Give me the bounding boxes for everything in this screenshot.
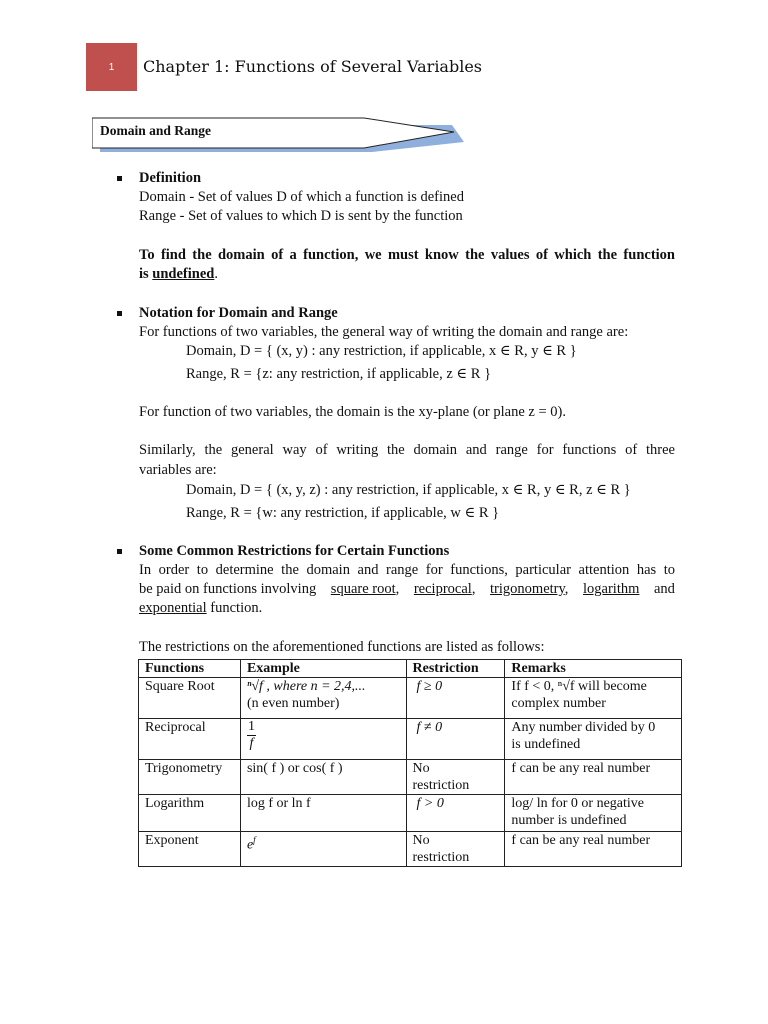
notation-heading: Notation for Domain and Range (139, 305, 338, 321)
range-2var: Range, R = {z: any restriction, if applicable, z ∈ R } (186, 366, 492, 382)
cell-function: Exponent (139, 832, 241, 867)
cell-restriction: f ≥ 0 (406, 678, 505, 719)
cell-remarks: Any number divided by 0 is undefined (505, 719, 682, 760)
header-functions: Functions (139, 660, 241, 678)
restrictions-heading: Some Common Restrictions for Certain Functions (139, 543, 450, 559)
table-row (139, 760, 682, 795)
cell-restriction: No restriction (406, 832, 505, 867)
definition-range: Range - Set of values to which D is sent by the function (139, 208, 463, 224)
domain-3var: Domain, D = { (x, y, z) : any restriction, if applicable, x ∈ R, y ∈ R, z ∈ R } (186, 482, 631, 498)
chapter-title: Chapter 1: Functions of Several Variables (143, 57, 483, 76)
header-example: Example (240, 660, 406, 678)
domain-note-line1: To find the domain of a function, we must know the values of which the function (139, 247, 675, 263)
cell-function: Reciprocal (139, 719, 241, 760)
bullet-icon (117, 549, 122, 554)
three-var-intro-line1: Similarly, the general way of writing the domain and range for functions of three (139, 442, 675, 458)
cell-remarks: f can be any real number (505, 832, 682, 867)
range-3var: Range, R = {w: any restriction, if applicable, w ∈ R } (186, 505, 500, 521)
table-header-row (139, 660, 682, 678)
restrictions-para-line1: In order to determine the domain and range for functions, particular attention has to (139, 562, 675, 578)
cell-function: Trigonometry (139, 760, 241, 795)
cell-function: Square Root (139, 678, 241, 719)
plane-note: For function of two variables, the domain is the xy-plane (or plane z = 0). (139, 404, 566, 420)
cell-example: sin( f ) or cos( f ) (240, 760, 406, 795)
notation-intro: For functions of two variables, the general way of writing the domain and range are: (139, 324, 629, 340)
cell-remarks: If f < 0, ⁿ√f will become complex number (505, 678, 682, 719)
restrictions-table (138, 659, 682, 867)
fraction: $\frac{1}{f}$ (247, 719, 255, 751)
cell-restriction: f > 0 (406, 795, 505, 832)
table-row (139, 719, 682, 760)
cell-restriction: f ≠ 0 (406, 719, 505, 760)
restrictions-para-line3: exponential function. (139, 600, 263, 616)
link-logarithm: logarithm (583, 581, 640, 597)
link-trigonometry: trigonometry (490, 581, 565, 597)
table-intro: The restrictions on the aforementioned functions are listed as follows: (139, 639, 545, 655)
restrictions-para-line2: be paid on functions involving square root, reciprocal, trigonometry, logarithm and (139, 581, 675, 597)
cell-remarks: f can be any real number (505, 760, 682, 795)
table-row (139, 678, 682, 719)
bullet-icon (117, 176, 122, 181)
table-row (139, 795, 682, 832)
cell-example: $e^f$ (240, 832, 406, 867)
page-number: 1 (108, 61, 115, 73)
domain-2var: Domain, D = { (x, y) : any restriction, if applicable, x ∈ R, y ∈ R } (186, 343, 577, 359)
cell-restriction: No restriction (406, 760, 505, 795)
cell-example: log f or ln f (240, 795, 406, 832)
cell-example (240, 719, 406, 760)
domain-note-line2: is undefined. (139, 266, 218, 282)
section-title: Domain and Range (100, 123, 212, 138)
link-exponential: exponential (139, 600, 207, 616)
bullet-icon (117, 311, 122, 316)
definition-heading: Definition (139, 170, 202, 186)
link-square-root: square root (330, 581, 396, 597)
link-reciprocal: reciprocal (413, 581, 472, 597)
cell-function: Logarithm (139, 795, 241, 832)
three-var-intro-line2: variables are: (139, 462, 217, 478)
definition-domain: Domain - Set of values D of which a function is defined (139, 189, 464, 205)
cell-example: ⁿ√f , where n = 2,4,... (n even number) (240, 678, 406, 719)
undefined-term: undefined (152, 266, 215, 282)
page-number-badge (86, 43, 137, 91)
header-remarks: Remarks (505, 660, 682, 678)
table-row (139, 832, 682, 867)
header-restriction: Restriction (406, 660, 505, 678)
cell-remarks: log/ ln for 0 or negative number is undefined (505, 795, 682, 832)
